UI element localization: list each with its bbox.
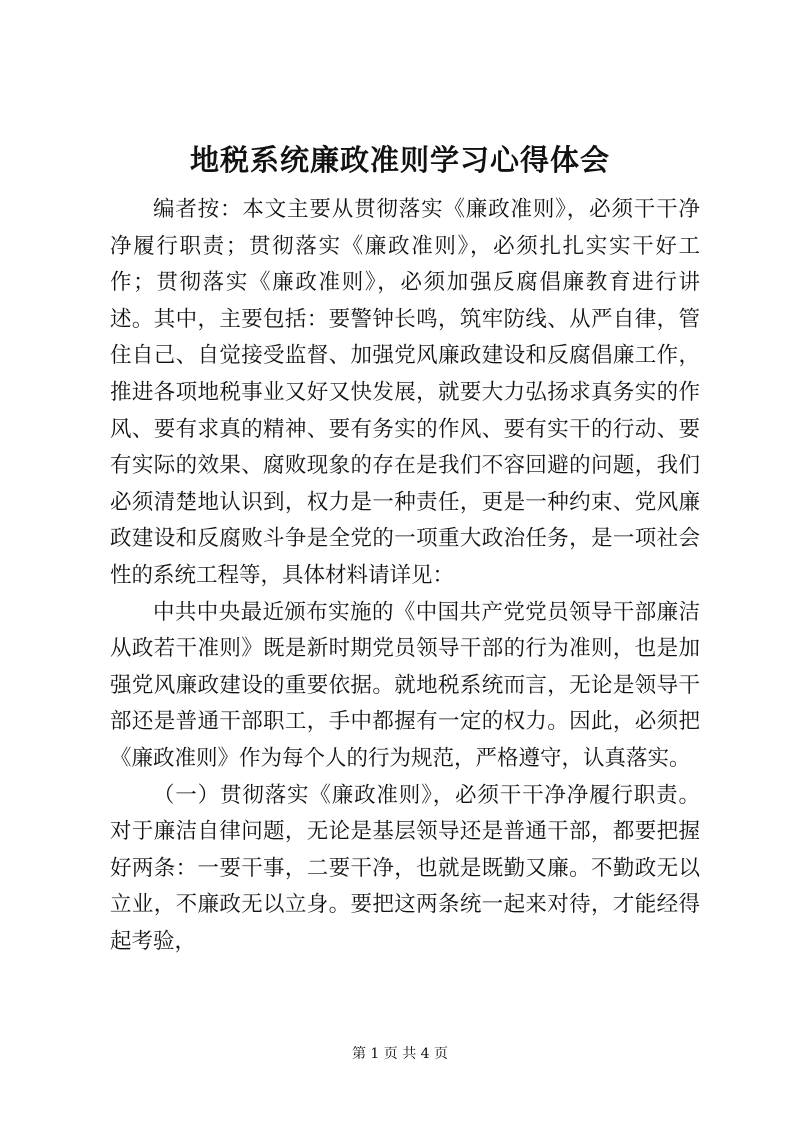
document-body <box>110 192 700 960</box>
paragraph-section-one: （一）贯彻落实《廉政准则》，必须干干净净履行职责。对于廉洁自律问题，无论是基层领导还是普通干部，都要把握好两条：一要干事，二要干净，也就是既勤又廉。不勤政无以立业，不廉政无以立身。要把这两条统一起来对待，才能经得起考验， <box>110 782 700 954</box>
paragraph-editor-note: 编者按：本文主要从贯彻落实《廉政准则》，必须干干净净履行职责；贯彻落实《廉政准则》，必须扎扎实实干好工作；贯彻落实《廉政准则》，必须加强反腐倡廉教育进行讲述。其中，主要包括：要警钟长鸣，筑牢防线、从严自律，管住自己、自觉接受监督、加强党风廉政建设和反腐倡廉工作，推进各项地税事业又好又快发展，就要大力弘扬求真务实的作风、要有求真的精神、要有务实的作风、要有实干的行动、要有实际的效果、腐败现象的存在是我们不容回避的问题，我们必须清楚地认识到，权力是一种责任，更是一种约束、党风廉政建设和反腐败斗争是全党的一项重大政治任务，是一项社会性的系统工程等，具体材料请详见： <box>110 197 700 588</box>
document-title: 地税系统廉政准则学习心得体会 <box>189 143 610 177</box>
paragraph-intro: 中共中央最近颁布实施的《中国共产党党员领导干部廉洁从政若干准则》既是新时期党员领导干部的行为准则，也是加强党风廉政建设的重要依据。就地税系统而言，无论是领导干部还是普通干部职工，手中都握有一定的权力。因此，必须把《廉政准则》作为每个人的行为规范，严格遵守，认真落实。 <box>110 599 700 771</box>
page-footer: 第 1 页 共 4 页 <box>351 1046 449 1062</box>
